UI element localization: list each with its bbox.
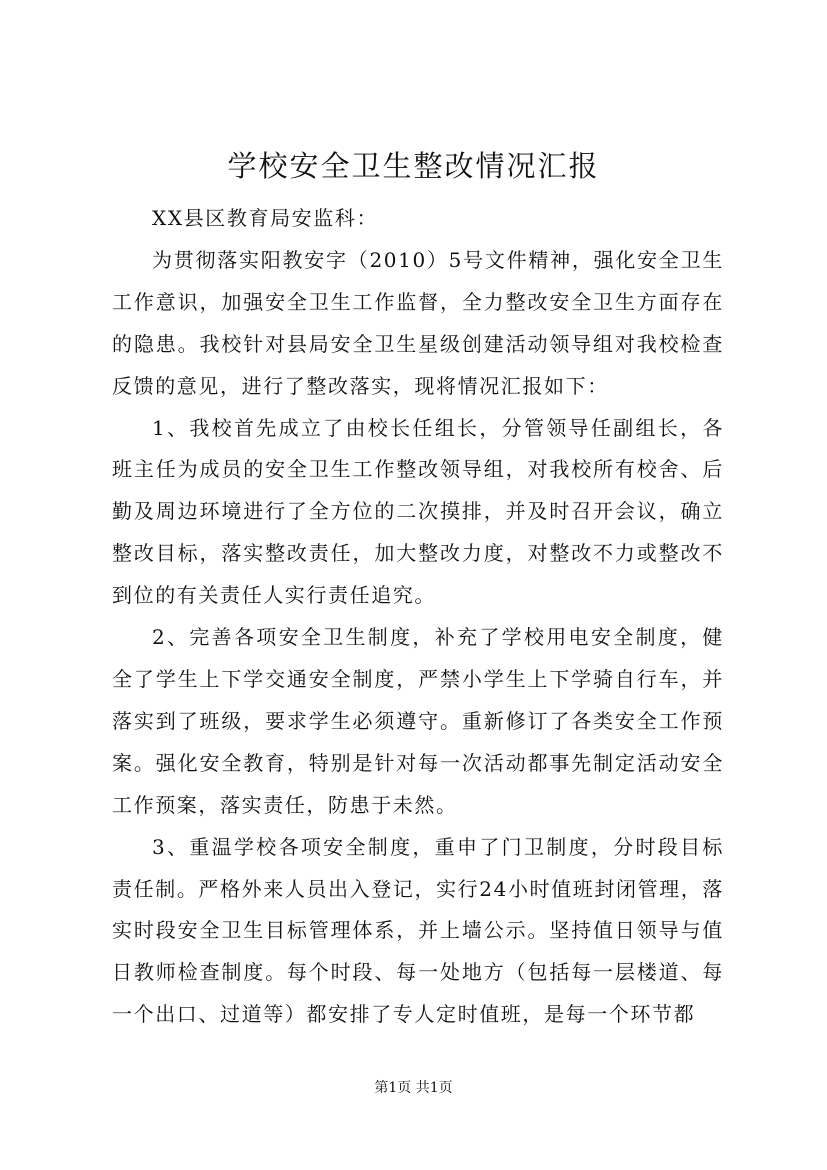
document-title: 学校安全卫生整改情况汇报 bbox=[227, 149, 600, 183]
page-footer: 第1页 共1页 bbox=[374, 1080, 453, 1096]
paragraph-3: 3、重温学校各项安全制度，重申了门卫制度，分时段目标责任制。严格外来人员出入登记，实行24小时值班封闭管理，落实时段安全卫生目标管理体系，并上墙公示。坚持值日领导与值日教师检查制度。每个时段、每一处地方（包括每一层楼道、每一个出口、过道等）都安排了专人定时值班，是每一个环节都 bbox=[112, 834, 724, 1027]
paragraph-2: 2、完善各项安全卫生制度，补充了学校用电安全制度，健全了学生上下学交通安全制度，严禁小学生上下学骑自行车，并落实到了班级，要求学生必须遵守。重新修订了各类安全工作预案。强化安全教育，特别是针对每一次活动都事先制定活动安全工作预案，落实责任，防患于未然。 bbox=[112, 625, 724, 817]
salutation: XX县区教育局安监科： bbox=[152, 206, 379, 230]
paragraph-intro: 为贯彻落实阳教安字（2010）5号文件精神，强化安全卫生工作意识，加强安全卫生工作监督，全力整改安全卫生方面存在的隐患。我校针对县局安全卫生星级创建活动领导组对我校检查反馈的意见，进行了整改落实，现将情况汇报如下： bbox=[112, 247, 724, 398]
paragraph-1: 1、我校首先成立了由校长任组长，分管领导任副组长，各班主任为成员的安全卫生工作整改领导组，对我校所有校舍、后勤及周边环境进行了全方位的二次摸排，并及时召开会议，确立整改目标，落实整改责任，加大整改力度，对整改不力或整改不到位的有关责任人实行责任追究。 bbox=[112, 415, 724, 608]
document-body bbox=[112, 198, 724, 1036]
